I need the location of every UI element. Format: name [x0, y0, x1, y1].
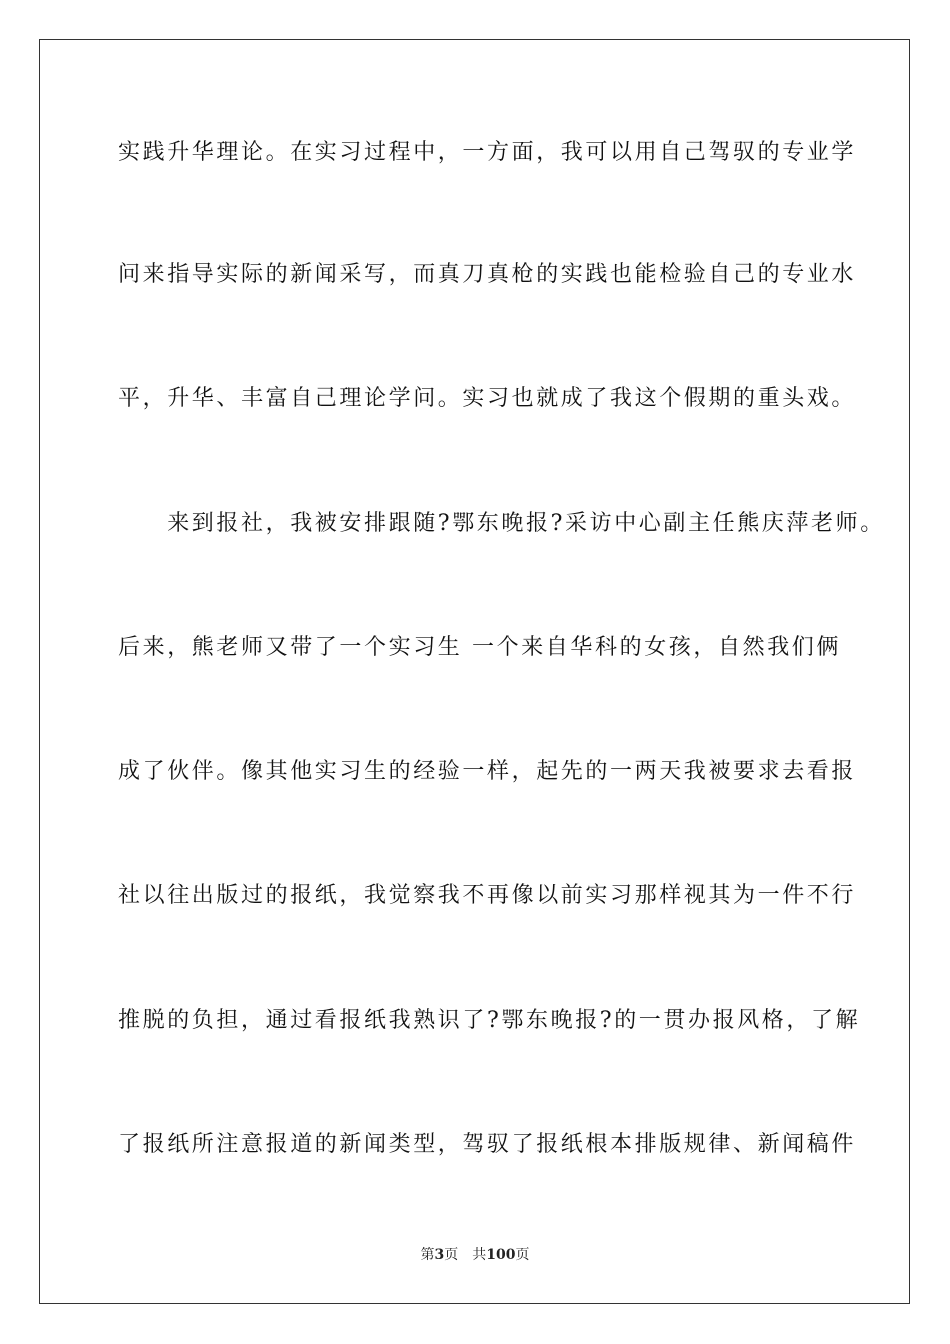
total-prefix: 共 — [472, 1247, 487, 1263]
text-line-6: 成了伙伴。像其他实习生的经验一样，起先的一两天我被要求去看报 — [118, 759, 857, 784]
text-line-2: 问来指导实际的新闻采写，而真刀真枪的实践也能检验自己的专业水 — [118, 262, 857, 287]
page-footer — [0, 1246, 950, 1264]
text-line-9: 了报纸所注意报道的新闻类型，驾驭了报纸根本排版规律、新闻稿件 — [118, 1132, 857, 1157]
page-suffix: 页 — [444, 1247, 459, 1263]
page-number: 3 — [434, 1247, 445, 1263]
text-line-3: 平，升华、丰富自己理论学问。实习也就成了我这个假期的重头戏。 — [118, 386, 857, 411]
page-border — [39, 39, 910, 1304]
text-line-7: 社以往出版过的报纸，我觉察我不再像以前实习那样视其为一件不行 — [118, 883, 857, 908]
total-pages: 100 — [486, 1247, 516, 1263]
page-prefix: 第 — [420, 1247, 435, 1263]
text-line-5: 后来，熊老师又带了一个实习生 一个来自华科的女孩，自然我们俩 — [118, 635, 841, 660]
total-suffix: 页 — [515, 1247, 530, 1263]
text-line-1: 实践升华理论。在实习过程中，一方面，我可以用自己驾驭的专业学 — [118, 140, 857, 165]
text-line-4: 来到报社，我被安排跟随?鄂东晚报?采访中心副主任熊庆萍老师。 — [118, 511, 885, 536]
text-line-8: 推脱的负担，通过看报纸我熟识了?鄂东晚报?的一贯办报风格，了解 — [118, 1008, 861, 1033]
